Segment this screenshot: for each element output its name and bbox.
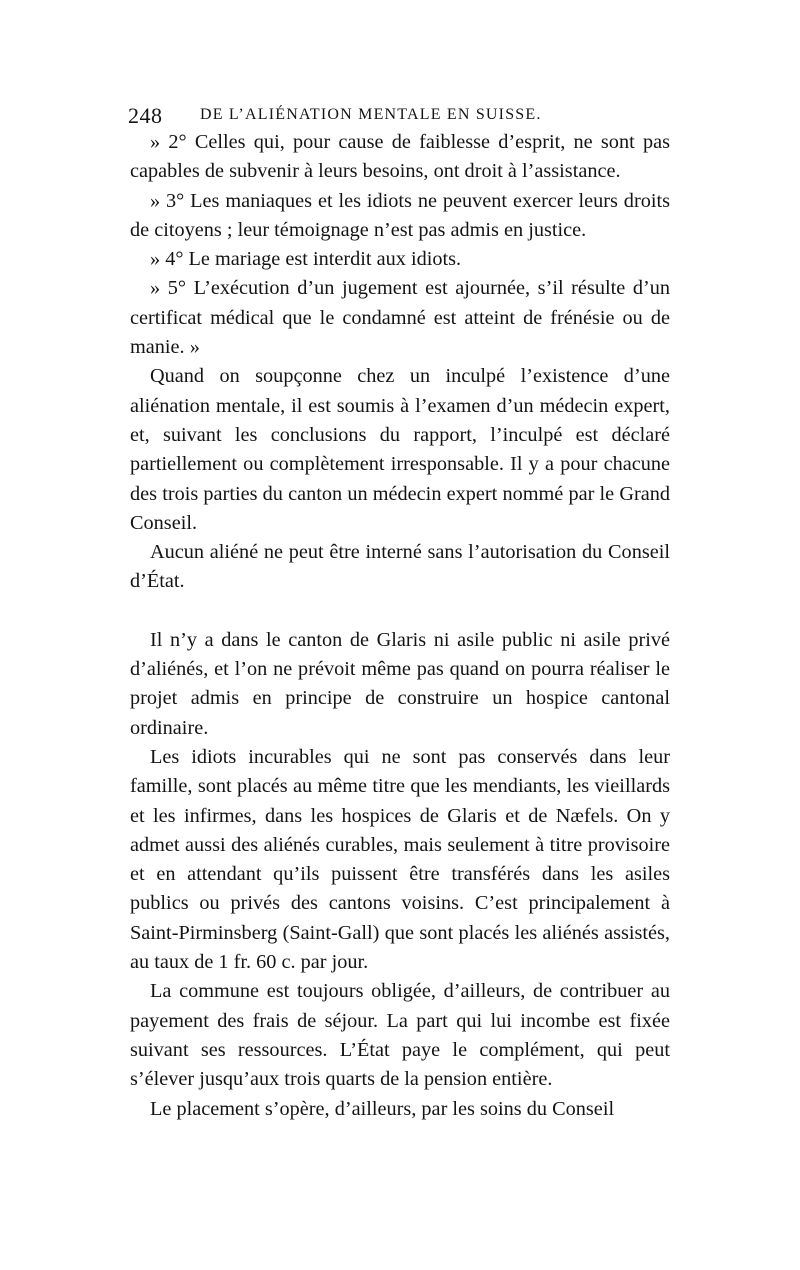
paragraph-glaris: Il n’y a dans le canton de Glaris ni asile public ni asile privé d’aliénés, et l’on ne prévoit même pas quand on pourra réaliser le projet admis en principe de construire un hospice cantonal ordinaire. <box>130 628 670 739</box>
paragraph-article-4: » 4° Le mariage est interdit aux idiots. <box>150 248 462 271</box>
running-title: DE L’ALIÉNATION MENTALE EN SUISSE. <box>200 106 542 123</box>
paragraph-article-2: » 2° Celles qui, pour cause de faiblesse d’esprit, ne sont pas capables de subvenir à leurs besoins, ont droit à l’assistance. <box>130 131 670 183</box>
page-number: 248 <box>128 103 163 128</box>
paragraph-inculpe: Quand on soupçonne chez un inculpé l’existence d’une aliénation mentale, il est soumis à l’examen d’un médecin expert, et, suivant les conclusions du rapport, l’inculpé est déclaré partiellement ou complètement irresponsable. Il y a pour chacune des trois parties du canton un médecin expert nommé par le Grand Conseil. <box>130 365 670 534</box>
paragraph-commune: La commune est toujours obligée, d’ailleurs, de contribuer au payement des frais de séjour. La part qui lui incombe est fixée suivant ses ressources. L’État paye le complément, qui peut s’élever jusqu’aux trois quarts de la pension entière. <box>130 980 670 1091</box>
paragraph-placement: Le placement s’opère, d’ailleurs, par les soins du Conseil <box>150 1097 615 1120</box>
paragraph-article-5: » 5° L’exécution d’un jugement est ajournée, s’il résulte d’un certificat médical que le condamné est atteint de frénésie ou de manie. » <box>130 277 670 359</box>
paragraph-idiots-incurables: Les idiots incurables qui ne sont pas conservés dans leur famille, sont placés au même titre que les mendiants, les vieillards et les infirmes, dans les hospices de Glaris et de Næfels. On y admet aussi des aliénés curables, mais seulement à titre provisoire et en attendant qu’ils puissent être transférés dans les asiles publics ou privés des cantons voisins. C’est principalement à Saint-Pirminsberg (Saint-Gall) que sont placés les aliénés assistés, au taux de 1 fr. 60 c. par jour. <box>130 745 670 974</box>
paragraph-internement: Aucun aliéné ne peut être interné sans l’autorisation du Conseil d’État. <box>130 541 670 593</box>
paragraph-article-3: » 3° Les maniaques et les idiots ne peuvent exercer leurs droits de citoyens ; leur témoignage n’est pas admis en justice. <box>130 189 670 241</box>
body-text <box>130 128 670 1124</box>
